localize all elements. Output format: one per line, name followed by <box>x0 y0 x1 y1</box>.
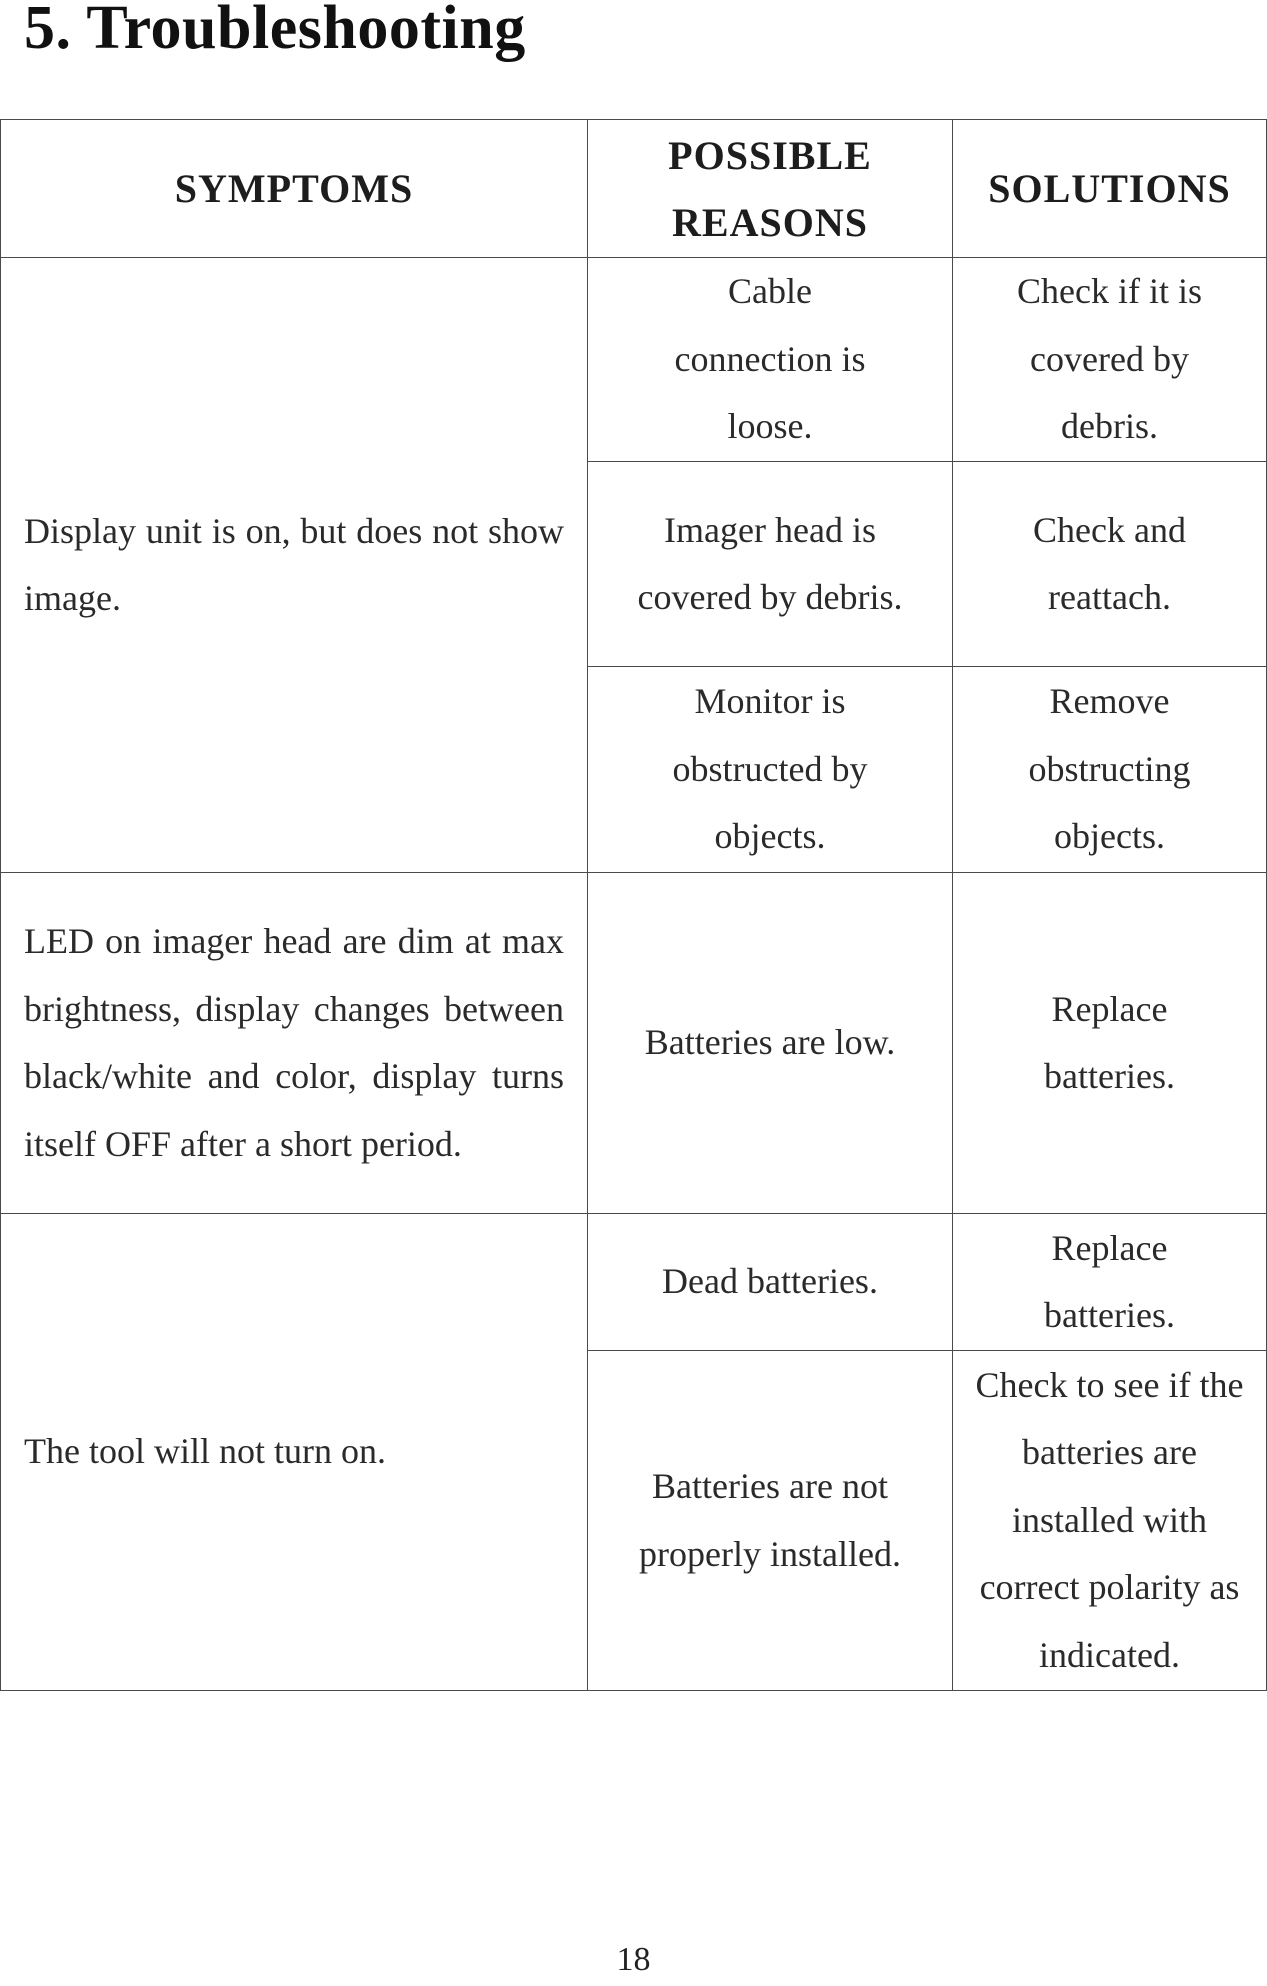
header-solutions: SOLUTIONS <box>953 120 1267 258</box>
solution-cell: Replace batteries. <box>953 1214 1267 1351</box>
solution-cell: Remove obstructing objects. <box>953 667 1267 873</box>
reason-cell: Cable connection is loose. <box>588 258 953 462</box>
page-number: 18 <box>616 1941 651 1978</box>
solution-cell: Check if it is covered by debris. <box>953 258 1267 462</box>
troubleshooting-table <box>0 119 1267 1691</box>
solution-cell: Check and reattach. <box>953 462 1267 667</box>
solution-cell: Check to see if the batteries are installed with correct polarity as indicated. <box>953 1351 1267 1691</box>
symptom-cell: The tool will not turn on. <box>1 1214 588 1691</box>
solution-cell: Replace batteries. <box>953 873 1267 1214</box>
symptom-cell: LED on imager head are dim at max brightness, display changes between black/white and color, display turns itself OFF after a short period. <box>1 873 588 1214</box>
reason-cell: Batteries are low. <box>588 873 953 1214</box>
reason-cell: Batteries are not properly installed. <box>588 1351 953 1691</box>
table-row <box>1 1214 1267 1351</box>
reason-cell: Dead batteries. <box>588 1214 953 1351</box>
reason-cell: Imager head is covered by debris. <box>588 462 953 667</box>
header-symptoms: SYMPTOMS <box>1 120 588 258</box>
table-row <box>1 873 1267 1214</box>
reason-cell: Monitor is obstructed by objects. <box>588 667 953 873</box>
table-row <box>1 258 1267 462</box>
table-header-row <box>1 120 1267 258</box>
page-title: 5. Troubleshooting <box>24 0 526 62</box>
symptom-cell: Display unit is on, but does not show image. <box>1 258 588 873</box>
header-possible-reasons: POSSIBLE REASONS <box>588 120 953 258</box>
